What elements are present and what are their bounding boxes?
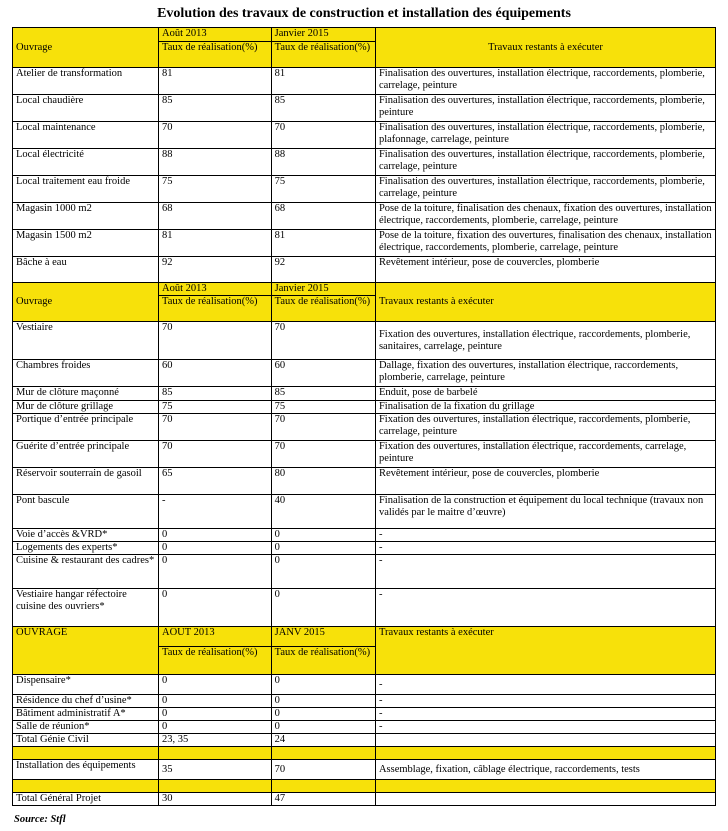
row-value-2013: 65 — [159, 468, 272, 495]
table-row — [13, 68, 716, 95]
table-row — [13, 95, 716, 122]
row-value-2015: 70 — [271, 122, 375, 149]
row-name: Magasin 1000 m2 — [13, 203, 159, 230]
row-name: Salle de réunion* — [13, 721, 159, 734]
row-value-2013: 0 — [159, 695, 272, 708]
row-value-2015: 0 — [271, 695, 375, 708]
row-value-2015: 0 — [271, 555, 375, 589]
row-works: Fixation des ouvertures, installation électrique, raccordements, plomberie, sanitaires, carrelage, peinture — [375, 322, 715, 360]
row-works: - — [375, 708, 715, 721]
table-row — [13, 675, 716, 695]
row-value-2015: 70 — [271, 414, 375, 441]
row-value-2013: 75 — [159, 176, 272, 203]
row-name: Local chaudière — [13, 95, 159, 122]
row-value-2015: 81 — [271, 230, 375, 257]
table-row — [13, 589, 716, 627]
table-row — [13, 441, 716, 468]
header-period-2: Janvier 2015 — [271, 283, 375, 296]
row-value-2015: 0 — [271, 589, 375, 627]
row-value-2013: 68 — [159, 203, 272, 230]
row-value-2015: 60 — [271, 360, 375, 387]
table-row — [13, 708, 716, 721]
row-value-2013: - — [159, 495, 272, 529]
row-name: Vestiaire — [13, 322, 159, 360]
row-value-2015: 70 — [271, 441, 375, 468]
table-row — [13, 257, 716, 283]
row-value-2013: 0 — [159, 542, 272, 555]
row-name: Mur de clôture grillage — [13, 401, 159, 414]
row-value-2015: 70 — [271, 322, 375, 360]
row-value-2013: 70 — [159, 122, 272, 149]
row-value-2013: 70 — [159, 322, 272, 360]
section-1-header-row — [13, 28, 716, 42]
row-value-2013: 81 — [159, 68, 272, 95]
header-ouvrage: Ouvrage — [13, 283, 159, 322]
row-value-2013: 0 — [159, 589, 272, 627]
row-value-2013: 70 — [159, 441, 272, 468]
row-name: Total Général Projet — [13, 793, 159, 806]
row-works: - — [375, 529, 715, 542]
row-value-2013: 85 — [159, 95, 272, 122]
row-works: Fixation des ouvertures, installation électrique, raccordements, plomberie, carrelage, peinture — [375, 414, 715, 441]
row-name: Vestiaire hangar réfectoire cuisine des ouvriers* — [13, 589, 159, 627]
row-name: Cuisine & restaurant des cadres* — [13, 555, 159, 589]
row-name: Portique d’entrée principale — [13, 414, 159, 441]
row-value-2015: 81 — [271, 68, 375, 95]
header-rate-2: Taux de réalisation(%) — [271, 42, 375, 68]
table-row — [13, 322, 716, 360]
row-works: Finalisation des ouvertures, installation électrique, raccordements, plomberie, carrelage, peinture — [375, 68, 715, 95]
table-title: Evolution des travaux de construction et installation des équipements — [157, 6, 571, 21]
row-works: - — [375, 695, 715, 708]
row-name: Dispensaire* — [13, 675, 159, 695]
row-works: Pose de la toiture, fixation des ouvertures, finalisation des chenaux, installation électrique, raccordements, plomberie, carrelage, peinture — [375, 230, 715, 257]
header-works: Travaux restants à exécuter — [375, 627, 715, 675]
row-works: Finalisation de la fixation du grillage — [375, 401, 715, 414]
row-name: Installation des équipements — [13, 760, 159, 780]
row-value-2015: 0 — [271, 708, 375, 721]
row-value-2015: 40 — [271, 495, 375, 529]
row-works: Pose de la toiture, finalisation des chenaux, fixation des ouvertures, installation électrique, raccordements, plomberie, carrelage, peinture — [375, 203, 715, 230]
row-value-2015: 75 — [271, 401, 375, 414]
header-period-2: Janvier 2015 — [271, 28, 375, 42]
table-row — [13, 529, 716, 542]
table-row — [13, 695, 716, 708]
row-works: Finalisation des ouvertures, installation électrique, raccordements, plomberie, peinture — [375, 95, 715, 122]
row-works — [375, 734, 715, 747]
source-note: Source: Stfl — [14, 814, 66, 825]
row-works: Finalisation de la construction et équipement du local technique (travaux non validés par le maitre d’œuvre) — [375, 495, 715, 529]
table-row — [13, 401, 716, 414]
row-value-2013: 60 — [159, 360, 272, 387]
section-2-header-row — [13, 283, 716, 296]
table-row-total-civil — [13, 734, 716, 747]
separator-row — [13, 780, 716, 793]
row-name: Mur de clôture maçonné — [13, 387, 159, 401]
section-3-header-row — [13, 627, 716, 647]
table-row — [13, 149, 716, 176]
table-row-equipment — [13, 760, 716, 780]
row-value-2013: 85 — [159, 387, 272, 401]
row-value-2013: 0 — [159, 708, 272, 721]
row-value-2013: 88 — [159, 149, 272, 176]
row-value-2015: 68 — [271, 203, 375, 230]
row-value-2015: 0 — [271, 542, 375, 555]
header-rate-1: Taux de réalisation(%) — [159, 42, 272, 68]
header-period-1: Août 2013 — [159, 283, 272, 296]
table-row — [13, 555, 716, 589]
row-value-2015: 75 — [271, 176, 375, 203]
row-name: Guérite d’entrée principale — [13, 441, 159, 468]
row-name: Atelier de transformation — [13, 68, 159, 95]
separator-row — [13, 747, 716, 760]
row-value-2015: 92 — [271, 257, 375, 283]
header-rate-1: Taux de réalisation(%) — [159, 296, 272, 322]
header-rate-2: Taux de réalisation(%) — [271, 296, 375, 322]
header-works: Travaux restants à exécuter — [375, 28, 715, 68]
header-period-2: JANV 2015 — [271, 627, 375, 647]
row-name: Bâche à eau — [13, 257, 159, 283]
row-value-2013: 75 — [159, 401, 272, 414]
row-works: Assemblage, fixation, câblage électrique, raccordements, tests — [375, 760, 715, 780]
row-works: Fixation des ouvertures, installation électrique, raccordements, carrelage, peinture — [375, 441, 715, 468]
row-value-2015: 47 — [271, 793, 375, 806]
row-value-2013: 70 — [159, 414, 272, 441]
row-name: Local électricité — [13, 149, 159, 176]
row-works: - — [375, 542, 715, 555]
table-row — [13, 387, 716, 401]
row-value-2015: 85 — [271, 95, 375, 122]
row-works: - — [375, 675, 715, 695]
row-name: Local traitement eau froide — [13, 176, 159, 203]
row-value-2015: 0 — [271, 675, 375, 695]
header-ouvrage: Ouvrage — [13, 28, 159, 68]
row-name: Chambres froides — [13, 360, 159, 387]
row-name: Local maintenance — [13, 122, 159, 149]
row-value-2015: 70 — [271, 760, 375, 780]
row-value-2013: 92 — [159, 257, 272, 283]
works-table — [12, 27, 716, 806]
row-value-2013: 30 — [159, 793, 272, 806]
table-row-total-project — [13, 793, 716, 806]
table-row — [13, 495, 716, 529]
table-row — [13, 542, 716, 555]
table-row — [13, 721, 716, 734]
row-name: Bâtiment administratif A* — [13, 708, 159, 721]
header-period-1: Août 2013 — [159, 28, 272, 42]
row-works: - — [375, 721, 715, 734]
row-value-2013: 81 — [159, 230, 272, 257]
row-works: Finalisation des ouvertures, installation électrique, raccordements, plomberie, plafonnage, carrelage, peinture — [375, 122, 715, 149]
header-rate-2: Taux de réalisation(%) — [271, 647, 375, 675]
row-value-2013: 0 — [159, 555, 272, 589]
header-ouvrage: OUVRAGE — [13, 627, 159, 675]
row-value-2013: 35 — [159, 760, 272, 780]
row-value-2013: 0 — [159, 675, 272, 695]
row-value-2015: 80 — [271, 468, 375, 495]
table-row — [13, 414, 716, 441]
row-value-2015: 85 — [271, 387, 375, 401]
header-works: Travaux restants à exécuter — [375, 283, 715, 322]
table-row — [13, 360, 716, 387]
row-name: Magasin 1500 m2 — [13, 230, 159, 257]
row-works: - — [375, 589, 715, 627]
row-value-2013: 0 — [159, 529, 272, 542]
table-row — [13, 176, 716, 203]
table-row — [13, 203, 716, 230]
row-works: Revêtement intérieur, pose de couvercles, plomberie — [375, 468, 715, 495]
table-row — [13, 230, 716, 257]
row-works: Enduit, pose de barbelé — [375, 387, 715, 401]
header-rate-1: Taux de réalisation(%) — [159, 647, 272, 675]
row-name: Résidence du chef d’usine* — [13, 695, 159, 708]
row-name: Total Génie Civil — [13, 734, 159, 747]
row-value-2015: 0 — [271, 529, 375, 542]
row-value-2013: 23, 35 — [159, 734, 272, 747]
row-works: - — [375, 555, 715, 589]
row-works: Dallage, fixation des ouvertures, installation électrique, raccordements, plomberie, carrelage, peinture — [375, 360, 715, 387]
table-row — [13, 468, 716, 495]
header-period-1: AOUT 2013 — [159, 627, 272, 647]
table-row — [13, 122, 716, 149]
row-value-2015: 88 — [271, 149, 375, 176]
row-name: Pont bascule — [13, 495, 159, 529]
row-name: Voie d’accès &VRD* — [13, 529, 159, 542]
row-value-2015: 24 — [271, 734, 375, 747]
row-works — [375, 793, 715, 806]
row-value-2015: 0 — [271, 721, 375, 734]
row-works: Revêtement intérieur, pose de couvercles, plomberie — [375, 257, 715, 283]
row-name: Réservoir souterrain de gasoil — [13, 468, 159, 495]
row-name: Logements des experts* — [13, 542, 159, 555]
row-value-2013: 0 — [159, 721, 272, 734]
row-works: Finalisation des ouvertures, installation électrique, raccordements, plomberie, carrelage, peinture — [375, 176, 715, 203]
row-works: Finalisation des ouvertures, installation électrique, raccordements, plomberie, carrelage, peinture — [375, 149, 715, 176]
